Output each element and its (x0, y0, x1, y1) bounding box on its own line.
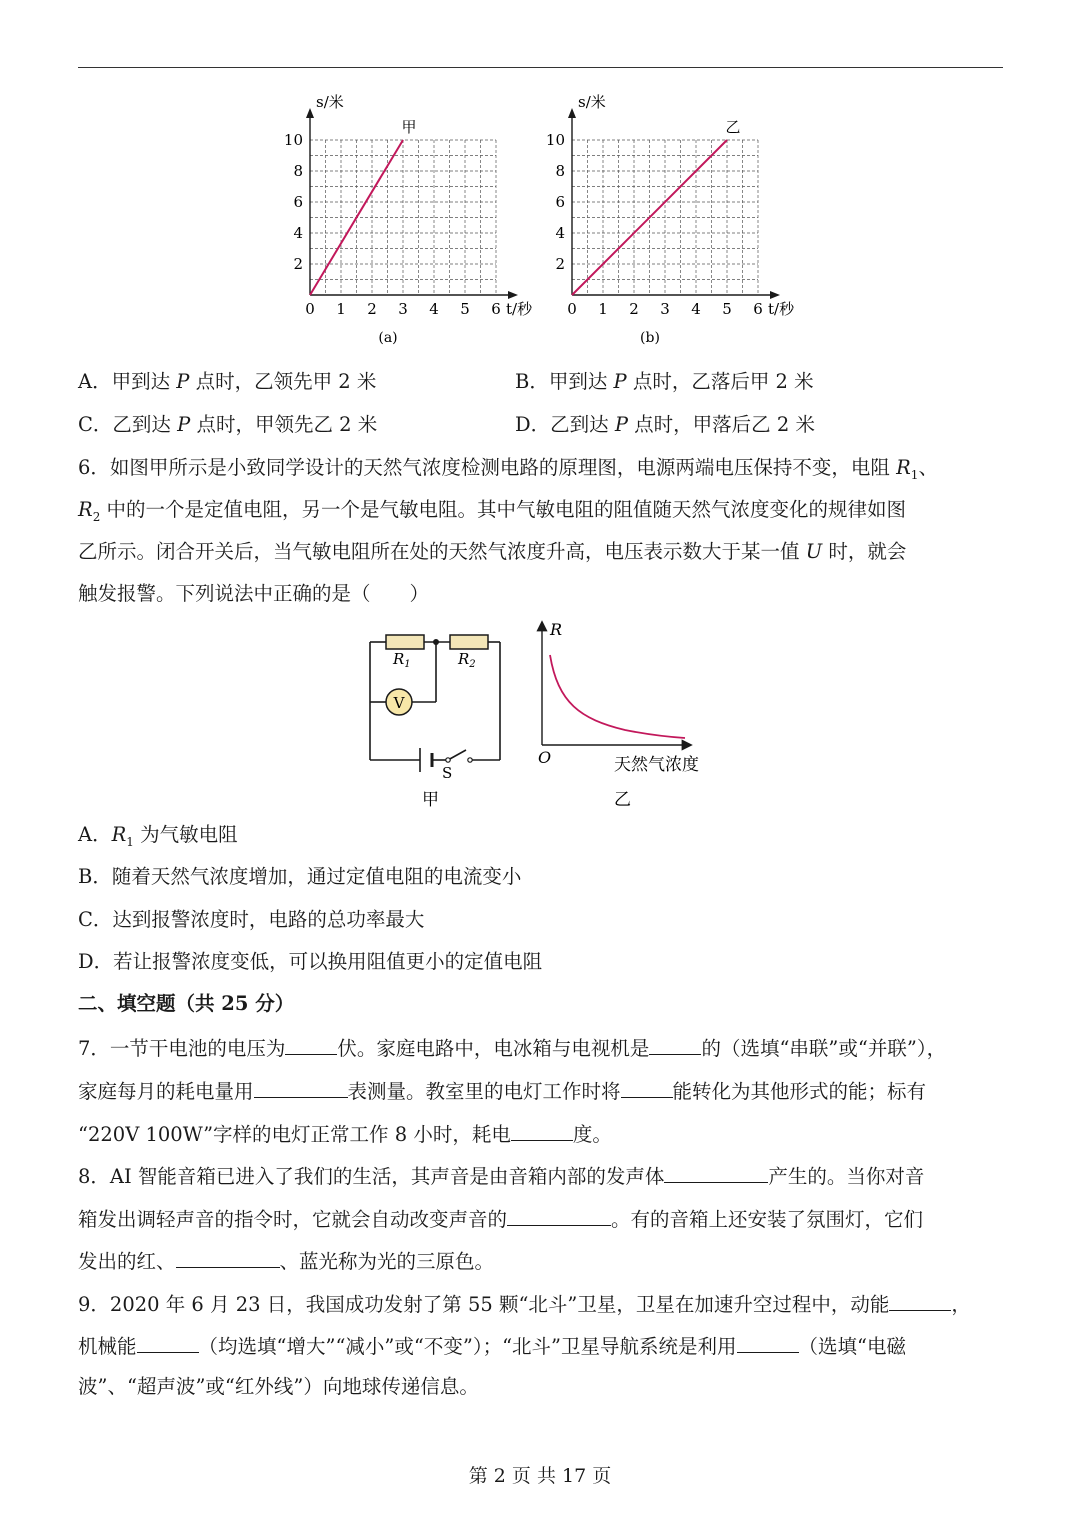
resistor-r2 (450, 635, 488, 649)
x-axis-arrow (508, 291, 518, 299)
q6-option-c[interactable]: C．达到报警浓度时，电路的总功率最大 (78, 908, 425, 931)
y-tick-label: 2 (293, 255, 303, 273)
y-tick-label: 6 (293, 193, 303, 211)
q7-line2: 家庭每月的耗电量用 表测量。教室里的电灯工作时将 能转化为其他形式的能；标有 (78, 1077, 926, 1105)
x-tick-label: 6 (753, 300, 763, 318)
circuit-diagram (360, 620, 520, 815)
resistor-r1 (386, 635, 424, 649)
chart-caption: (a) (378, 330, 398, 346)
section-title: 二、填空题（共 25 分） (78, 992, 295, 1015)
y-axis-label: s/米 (578, 93, 606, 111)
q8-line2: 箱发出调轻声音的指令时，它就会自动改变声音的 。有的音箱上还安装了氛围灯，它们 (78, 1205, 923, 1233)
x-tick-label: 5 (722, 300, 732, 318)
svg-text:天然气浓度: 天然气浓度 (614, 755, 699, 775)
chart-b (532, 85, 812, 350)
y-tick-label: 4 (293, 224, 303, 242)
x-axis-arrow (770, 291, 780, 299)
svg-text:R2: $R_2$ (458, 650, 476, 670)
y-tick-label: 8 (555, 162, 565, 180)
q8-blank-2[interactable] (507, 1205, 611, 1226)
y-axis-arrow (306, 108, 314, 118)
svg-text:O: O (538, 748, 552, 767)
x-tick-label: 0 (305, 300, 315, 318)
x-tick-label: 4 (429, 300, 439, 318)
x-tick-label: 3 (398, 300, 408, 318)
q6-option-d[interactable]: D．若让报警浓度变低，可以换用阻值更小的定值电阻 (78, 950, 543, 973)
y-tick-label: 10 (283, 131, 303, 149)
x-tick-label: 2 (367, 300, 377, 318)
y-tick-label: 10 (545, 131, 565, 149)
svg-text:R1: $R_1$ (393, 650, 411, 670)
series-label: 甲 (401, 118, 417, 136)
y-tick-label: 4 (555, 224, 565, 242)
q7-blank-4[interactable] (621, 1077, 673, 1098)
x-tick-label: 0 (567, 300, 577, 318)
q5-option-d[interactable]: D．乙到达 P 点时，甲落后乙 2 米 (515, 413, 815, 436)
x-tick-label: 1 (336, 300, 346, 318)
q8-blank-1[interactable] (664, 1162, 768, 1183)
q6-option-a[interactable]: A．$R_1$ 为气敏电阻 (78, 823, 238, 849)
x-tick-label: 1 (598, 300, 608, 318)
svg-text:S: S (442, 764, 453, 782)
q6-stem-line4: 触发报警。下列说法中正确的是（ ） (78, 582, 430, 605)
series-label: 乙 (725, 118, 741, 136)
q8-line3: 发出的红、 、蓝光称为光的三原色。 (78, 1247, 494, 1275)
q9-line2: 机械能 （均选填“增大”“减小”或“不变”）；“北斗”卫星导航系统是利用 （选填“电磁 (78, 1332, 906, 1360)
q6-option-b[interactable]: B．随着天然气浓度增加，通过定值电阻的电流变小 (78, 865, 522, 888)
q9-blank-1[interactable] (889, 1290, 951, 1311)
q6-stem-line2: $R_2$ 中的一个是定值电阻，另一个是气敏电阻。其中气敏电阻的阻值随天然气浓度变化的规律如图 (78, 498, 907, 524)
q7-blank-3[interactable] (254, 1077, 348, 1098)
x-tick-label: 5 (460, 300, 470, 318)
svg-text:V: V (393, 694, 405, 712)
y-axis-arrow (568, 108, 576, 118)
q9-blank-3[interactable] (737, 1332, 799, 1353)
q7-line3: “220V 100W”字样的电灯正常工作 8 小时，耗电 度。 (78, 1120, 612, 1148)
x-tick-label: 4 (691, 300, 701, 318)
resistance-graph (530, 615, 730, 815)
chart-a (270, 85, 550, 350)
x-tick-label: 6 (491, 300, 501, 318)
q5-option-b[interactable]: B．甲到达 P 点时，乙落后甲 2 米 (515, 370, 814, 393)
svg-text:R: R (550, 620, 563, 639)
q7-line1: 7．一节干电池的电压为 伏。家庭电路中，电冰箱与电视机是 的（选填“串联”或“并联”）， (78, 1034, 946, 1062)
q5-option-c[interactable]: C．乙到达 P 点时，甲领先乙 2 米 (78, 413, 378, 436)
x-axis-label: t/秒 (506, 300, 533, 318)
q6-stem-line3: 乙所示。闭合开关后，当气敏电阻所在处的天然气浓度升高，电压表示数大于某一值 U 时，就会 (78, 540, 907, 563)
q7-blank-1[interactable] (285, 1034, 337, 1055)
y-tick-label: 8 (293, 162, 303, 180)
q8-line1: 8．AI 智能音箱已进入了我们的生活，其声音是由音箱内部的发声体 产生的。当你对音 (78, 1162, 924, 1190)
q6-stem-line1: 6．如图甲所示是小致同学设计的天然气浓度检测电路的原理图，电源两端电压保持不变，电阻 $R_1$、 (78, 456, 938, 482)
x-axis-label: t/秒 (768, 300, 795, 318)
x-tick-label: 2 (629, 300, 639, 318)
q7-blank-2[interactable] (649, 1034, 701, 1055)
q8-blank-3[interactable] (176, 1247, 280, 1268)
q7-blank-5[interactable] (511, 1120, 573, 1141)
q9-blank-2[interactable] (137, 1332, 199, 1353)
y-tick-label: 6 (555, 193, 565, 211)
grid (310, 140, 496, 295)
x-tick-label: 3 (660, 300, 670, 318)
y-axis-label: s/米 (316, 93, 344, 111)
svg-text:乙: 乙 (614, 790, 631, 810)
q5-option-a[interactable]: A．甲到达 P 点时，乙领先甲 2 米 (78, 370, 377, 393)
header-rule (78, 67, 1003, 68)
resistance-curve (550, 655, 685, 738)
svg-text:甲: 甲 (422, 790, 439, 810)
y-tick-label: 2 (555, 255, 565, 273)
page-footer: 第 2 页 共 17 页 (468, 1465, 612, 1487)
chart-caption: (b) (640, 330, 660, 346)
q9-line1: 9．2020 年 6 月 23 日，我国成功发射了第 55 颗“北斗”卫星，卫星在加速升空过程中，动能 ， (78, 1290, 971, 1318)
q9-line3: 波”、“超声波”或“红外线”）向地球传递信息。 (78, 1375, 479, 1398)
grid (572, 140, 758, 295)
